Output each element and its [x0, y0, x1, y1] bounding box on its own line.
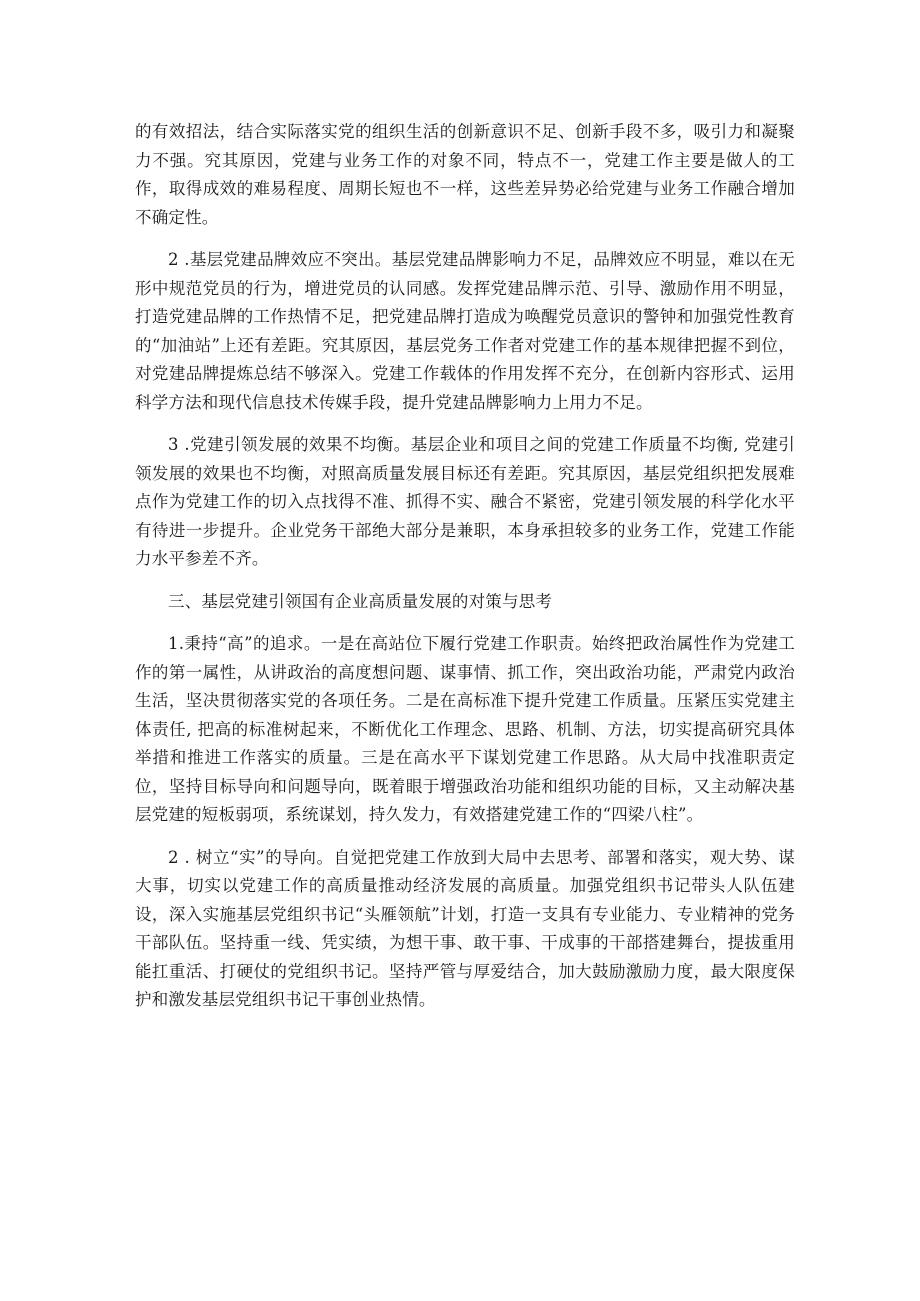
paragraph-high-pursuit: 1.秉持“高”的追求。一是在高站位下履行党建工作职责。始终把政治属性作为党建工作的第一属性，从讲政治的高度想问题、谋事情、抓工作，突出政治功能，严肃党内政治生活，坚决贯彻落实党的各项任务。二是在高标准下提升党建工作质量。压紧压实党建主体责任, 把高的标准树起来，不断优化工作理念、思路、机制、方法，切实提高研究具体举措和推进工作落实的质量。三是在高水平下谋划党建工作思路。从大局中找准职责定位，坚持目标导向和问题导向，既着眼于增强政治功能和组织功能的目标，又主动解决基层党建的短板弱项，系统谋划，持久发力，有效搭建党建工作的“四梁八柱”。 — [135, 634, 795, 824]
paragraph-practical-orientation: 2 . 树立“实”的导向。自觉把党建工作放到大局中去思考、部署和落实，观大势、谋大事，切实以党建工作的高质量推动经济发展的高质量。加强党组织书记带头人队伍建设，深入实施基层党组织书记“头雁领航”计划，打造一支具有专业能力、专业精神的党务干部队伍。坚持重一线、凭实绩，为想干事、敢干事、干成事的干部搭建舞台，提拔重用能扛重活、打硬仗的党组织书记。坚持严管与厚爱结合，加大鼓励激励力度，最大限度保护和激发基层党组织书记干事创业热情。 — [135, 847, 795, 1009]
paragraph-uneven-development: 3 .党建引领发展的效果不均衡。基层企业和项目之间的党建工作质量不均衡, 党建引领发展的效果也不均衡，对照高质量发展目标还有差距。究其原因，基层党组织把发展难点作为党建工作的切入点找得不准、抓得不实、融合不紧密，党建引领发展的科学化水平有待进一步提升。企业党务干部绝大部分是兼职，本身承担较多的业务工作，党建工作能力水平参差不齐。 — [135, 435, 795, 568]
document-page — [135, 118, 795, 1015]
section-heading: 三、基层党建引领国有企业高质量发展的对策与思考 — [168, 591, 553, 611]
paragraph-continuation: 的有效招法，结合实际落实党的组织生活的创新意识不足、创新手段不多，吸引力和凝聚力不强。究其原因，党建与业务工作的对象不同，特点不一，党建工作主要是做人的工作，取得成效的难易程度、周期长短也不一样，这些差异势必给党建与业务工作融合增加不确定性。 — [135, 122, 795, 227]
paragraph-brand-effect: 2 .基层党建品牌效应不突出。基层党建品牌影响力不足，品牌效应不明显，难以在无形中规范党员的行为，增进党员的认同感。发挥党建品牌示范、引导、激励作用不明显，打造党建品牌的工作热情不足，把党建品牌打造成为唤醒党员意识的警钟和加强党性教育的“加油站”上还有差距。究其原因，基层党务工作者对党建工作的基本规律把握不到位，对党建品牌提炼总结不够深入。党建工作载体的作用发挥不充分，在创新内容形式、运用科学方法和现代信息技术传媒手段，提升党建品牌影响力上用力不足。 — [135, 250, 795, 412]
